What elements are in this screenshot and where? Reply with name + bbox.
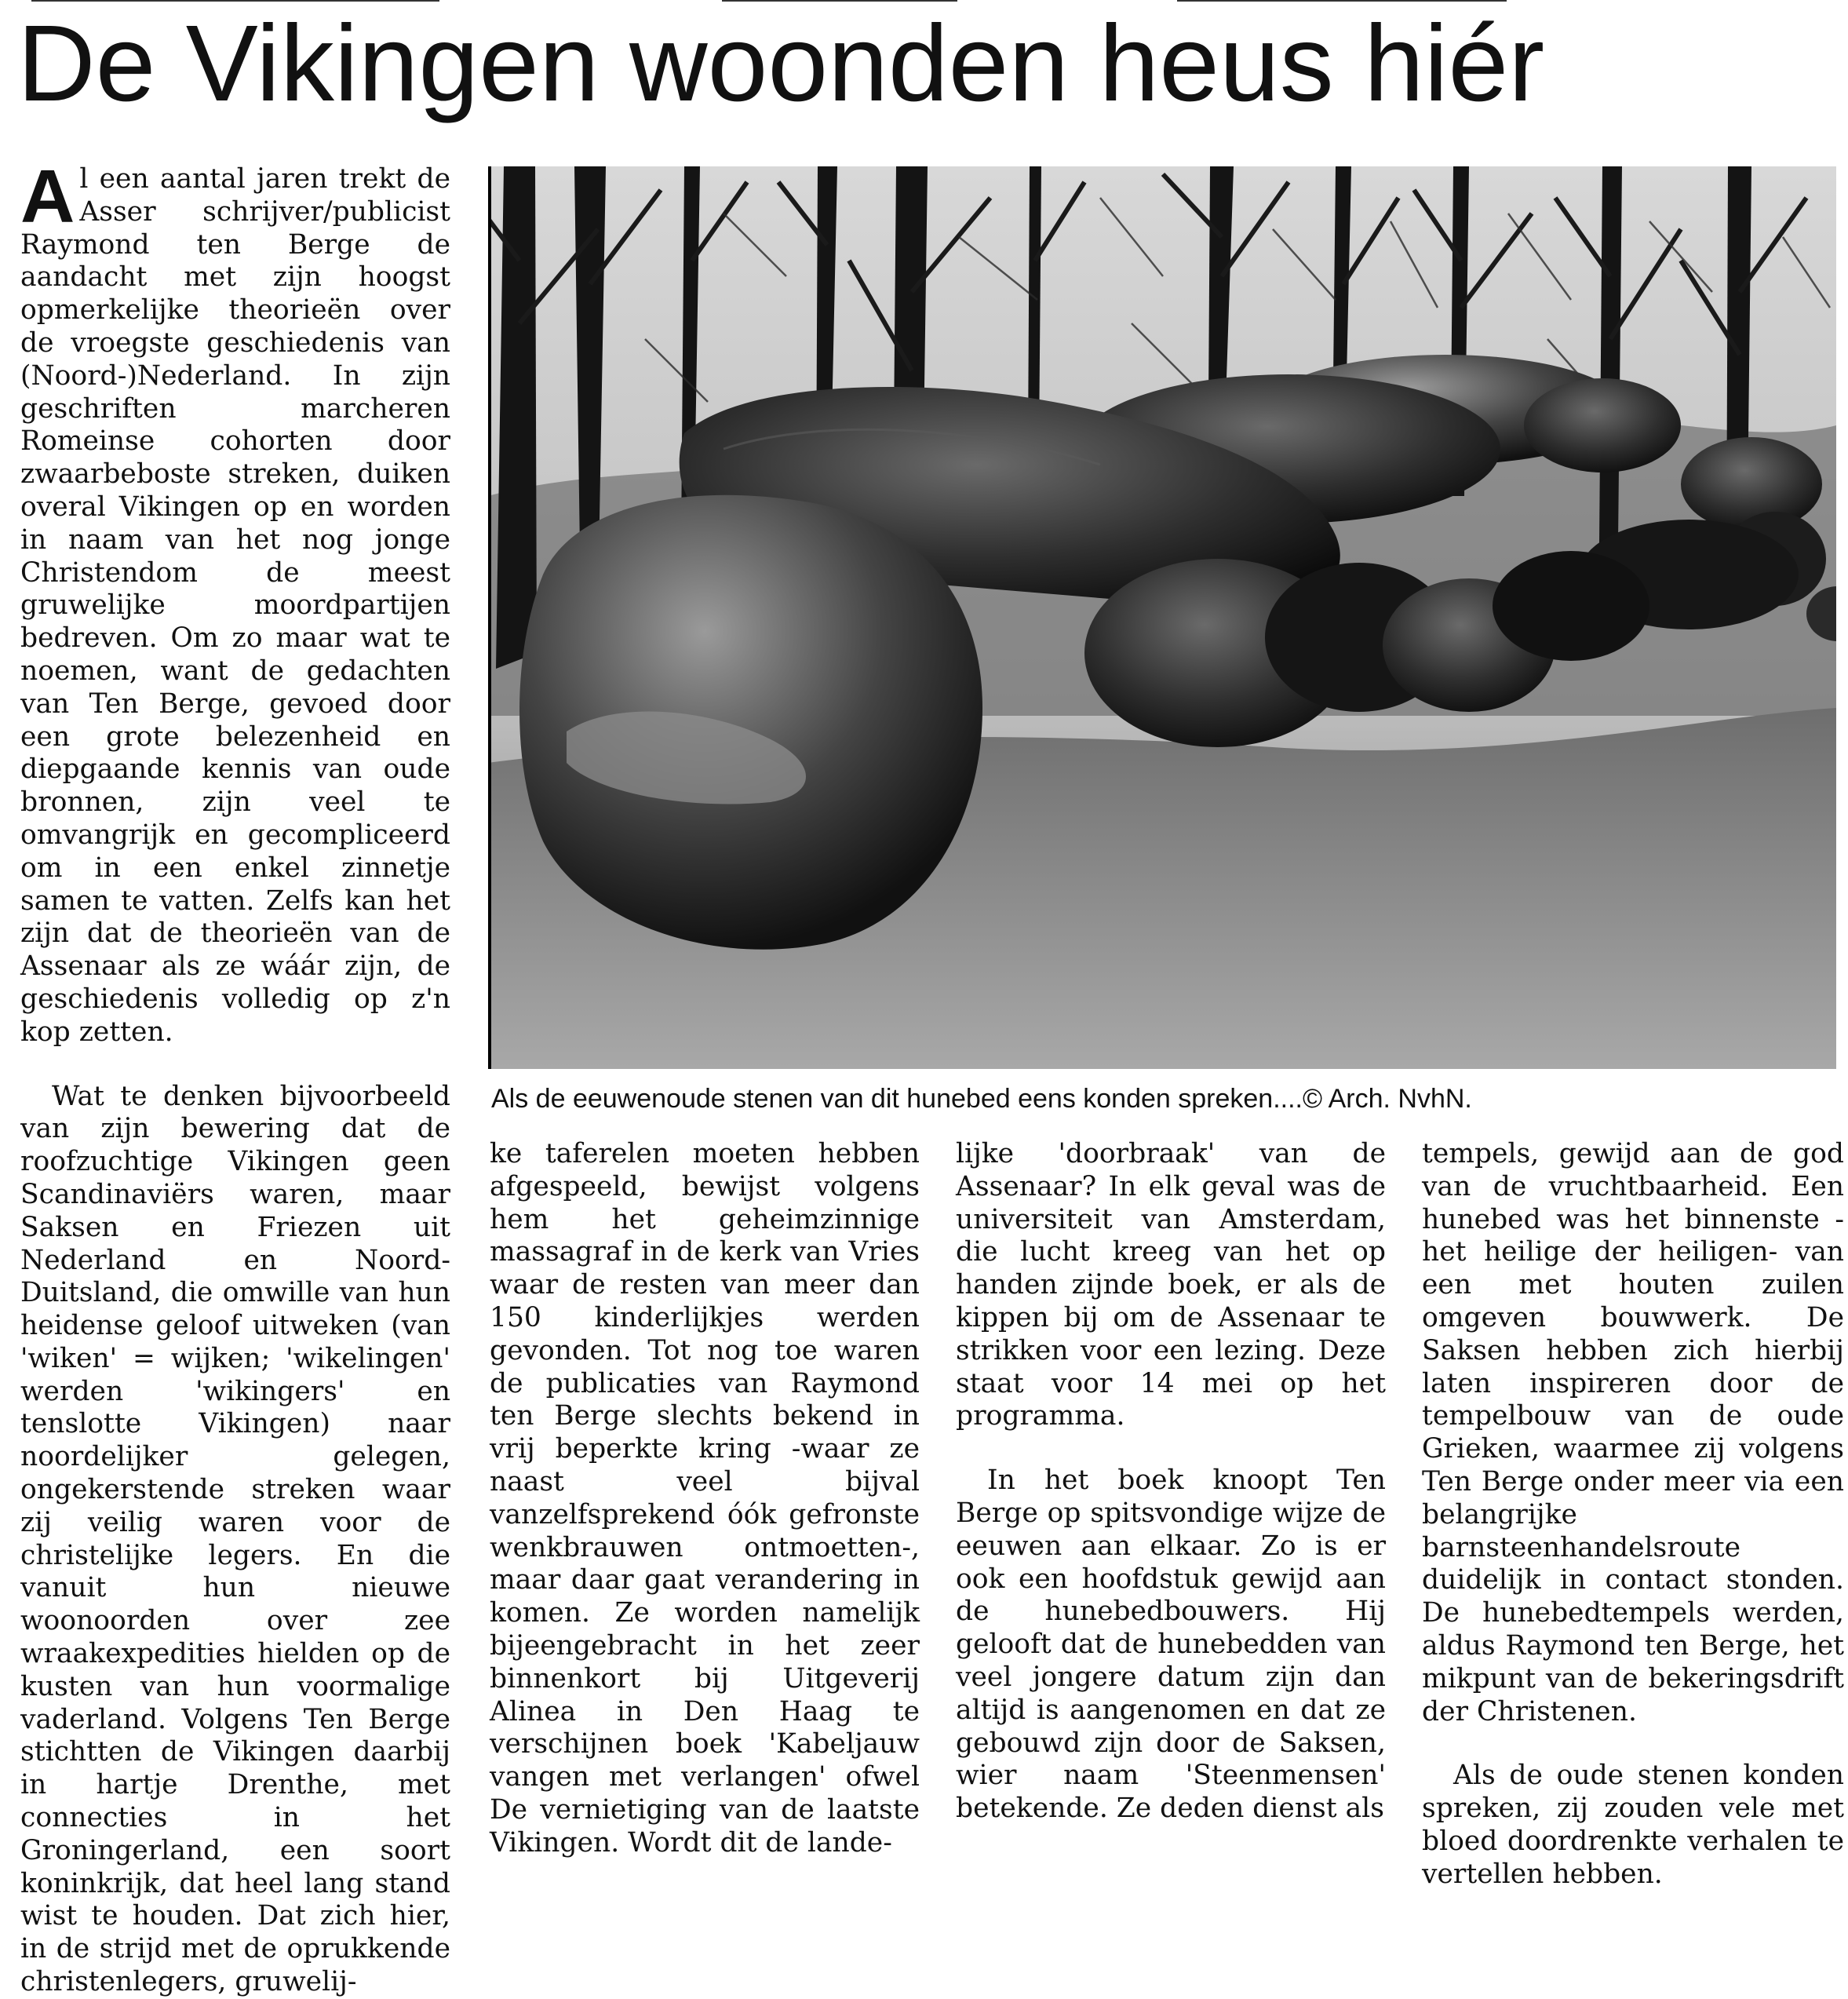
top-rule — [1177, 0, 1507, 2]
paragraph — [20, 155, 450, 1049]
paragraph: tempels, gewijd aan de god van de vruchtbaarheid. Een hunebed was het binnenste - het heilige der heiligen- van een met houten zuilen omgeven bouwwerk. De Saksen hebben zich hierbij laten inspireren door de tempelbouw van de oude Grieken, waarmee zij volgens Ten Berge onder meer via een belangrijke barnsteenhandelsroute duidelijk in contact stonden. De hunebedtempels werden, aldus Raymond ten Berge, het mikpunt van de bekeringsdrift der Christenen. — [1422, 1138, 1844, 1727]
photo-caption: Als de eeuwenoude stenen van dit hunebed eens konden spreken....© Arch. NvhN. — [491, 1084, 1472, 1114]
paragraph-text: l een aantal jaren trekt de Asser schrijver/publicist Raymond ten Berge de aandacht met zijn hoogst opmerkelijke theorieën over de vroegste geschiedenis van (Noord-)Nederland. In zijn geschriften marcheren Romeinse cohorten door zwaarbeboste streken, duiken overal Vikingen op en worden in naam van het nog jonge Christendom de meest gruwelijke moordpartijen bedreven. Om zo maar wat te noemen, want de gedachten van Ten Berge, gevoed door een grote belezenheid en diepgaande kennis van oude bronnen, zijn veel te omvangrijk en gecompliceerd om in een enkel zinnetje samen te vatten. Zelfs kan het zijn dat de theorieën van de Assenaar als ze wáár zijn, de geschiedenis volledig op z'n kop zetten. — [20, 163, 450, 1048]
paragraph: Als de oude stenen konden spreken, zij zouden vele met bloed doordrenkte verhalen te vertellen hebben. — [1422, 1760, 1844, 1890]
top-rule — [31, 0, 439, 2]
article-column-4 — [1422, 1138, 1844, 1891]
hunebed-photo — [488, 166, 1836, 1069]
article-column-3 — [956, 1138, 1386, 1826]
paragraph: Wat te denken bijvoorbeeld van zijn bewering dat de roofzuchtige Vikingen geen Scandinaviërs waren, maar Saksen en Friezen uit Nederland en Noord-Duitsland, die omwille van hun heidense geloof uitweken (van 'wiken' = wijken; 'wikelingen' werden 'wikingers' en tenslotte Vikingen) naar noordelijker gelegen, ongekerstende streken waar zij veilig waren voor de christelijke legers. En die vanuit hun nieuwe woonoorden over zee wraakexpedities hielden op de kusten van hun voormalige vaderland. Volgens Ten Berge stichtten de Vikingen daarbij in hartje Drenthe, met connecties in het Groningerland, een soort koninkrijk, dat heel lang stand wist te houden. Dat zich hier, in de strijd met de oprukkende christenlegers, gruwelij- — [20, 1080, 450, 1998]
article-column-1 — [20, 155, 450, 1999]
hunebed-photo-image — [488, 166, 1836, 1069]
headline: De Vikingen woonden heus hiér — [17, 3, 1545, 124]
article-column-2 — [490, 1138, 920, 1860]
paragraph: ke taferelen moeten hebben afgespeeld, bewijst volgens hem het geheimzinnige massagraf in de kerk van Vries waar de resten van meer dan 150 kinderlijkjes werden gevonden. Tot nog toe waren de publicaties van Raymond ten Berge slechts bekend in vrij beperkte kring -waar ze naast veel bijval vanzelfsprekend óók gefronste wenkbrauwen ontmoetten-, maar daar gaat verandering in komen. Ze worden namelijk bijeengebracht in het zeer binnenkort bij Uitgeverij Alinea in Den Haag te verschijnen boek 'Kabeljauw vangen met verlangen' ofwel De vernietiging van de laatste Vikingen. Wordt dit de lande- — [490, 1138, 920, 1859]
paragraph: lijke 'doorbraak' van de Assenaar? In elk geval was de universiteit van Amsterdam, die lucht kreeg van het op handen zijnde boek, er als de kippen bij om de Assenaar te strikken voor een lezing. Deze staat voor 14 mei op het programma. — [956, 1138, 1386, 1432]
paragraph: In het boek knoopt Ten Berge op spitsvondige wijze de eeuwen aan elkaar. Zo is er ook een hoofdstuk gewijd aan de hunebedbouwers. Hij gelooft dat de hunebedden van veel jongere datum zijn dan altijd is aangenomen en dat ze gebouwd zijn door de Saksen, wier naam 'Steenmensen' betekende. Ze deden dienst als — [956, 1465, 1386, 1825]
top-rule — [722, 0, 957, 2]
drop-cap: A — [20, 155, 75, 239]
